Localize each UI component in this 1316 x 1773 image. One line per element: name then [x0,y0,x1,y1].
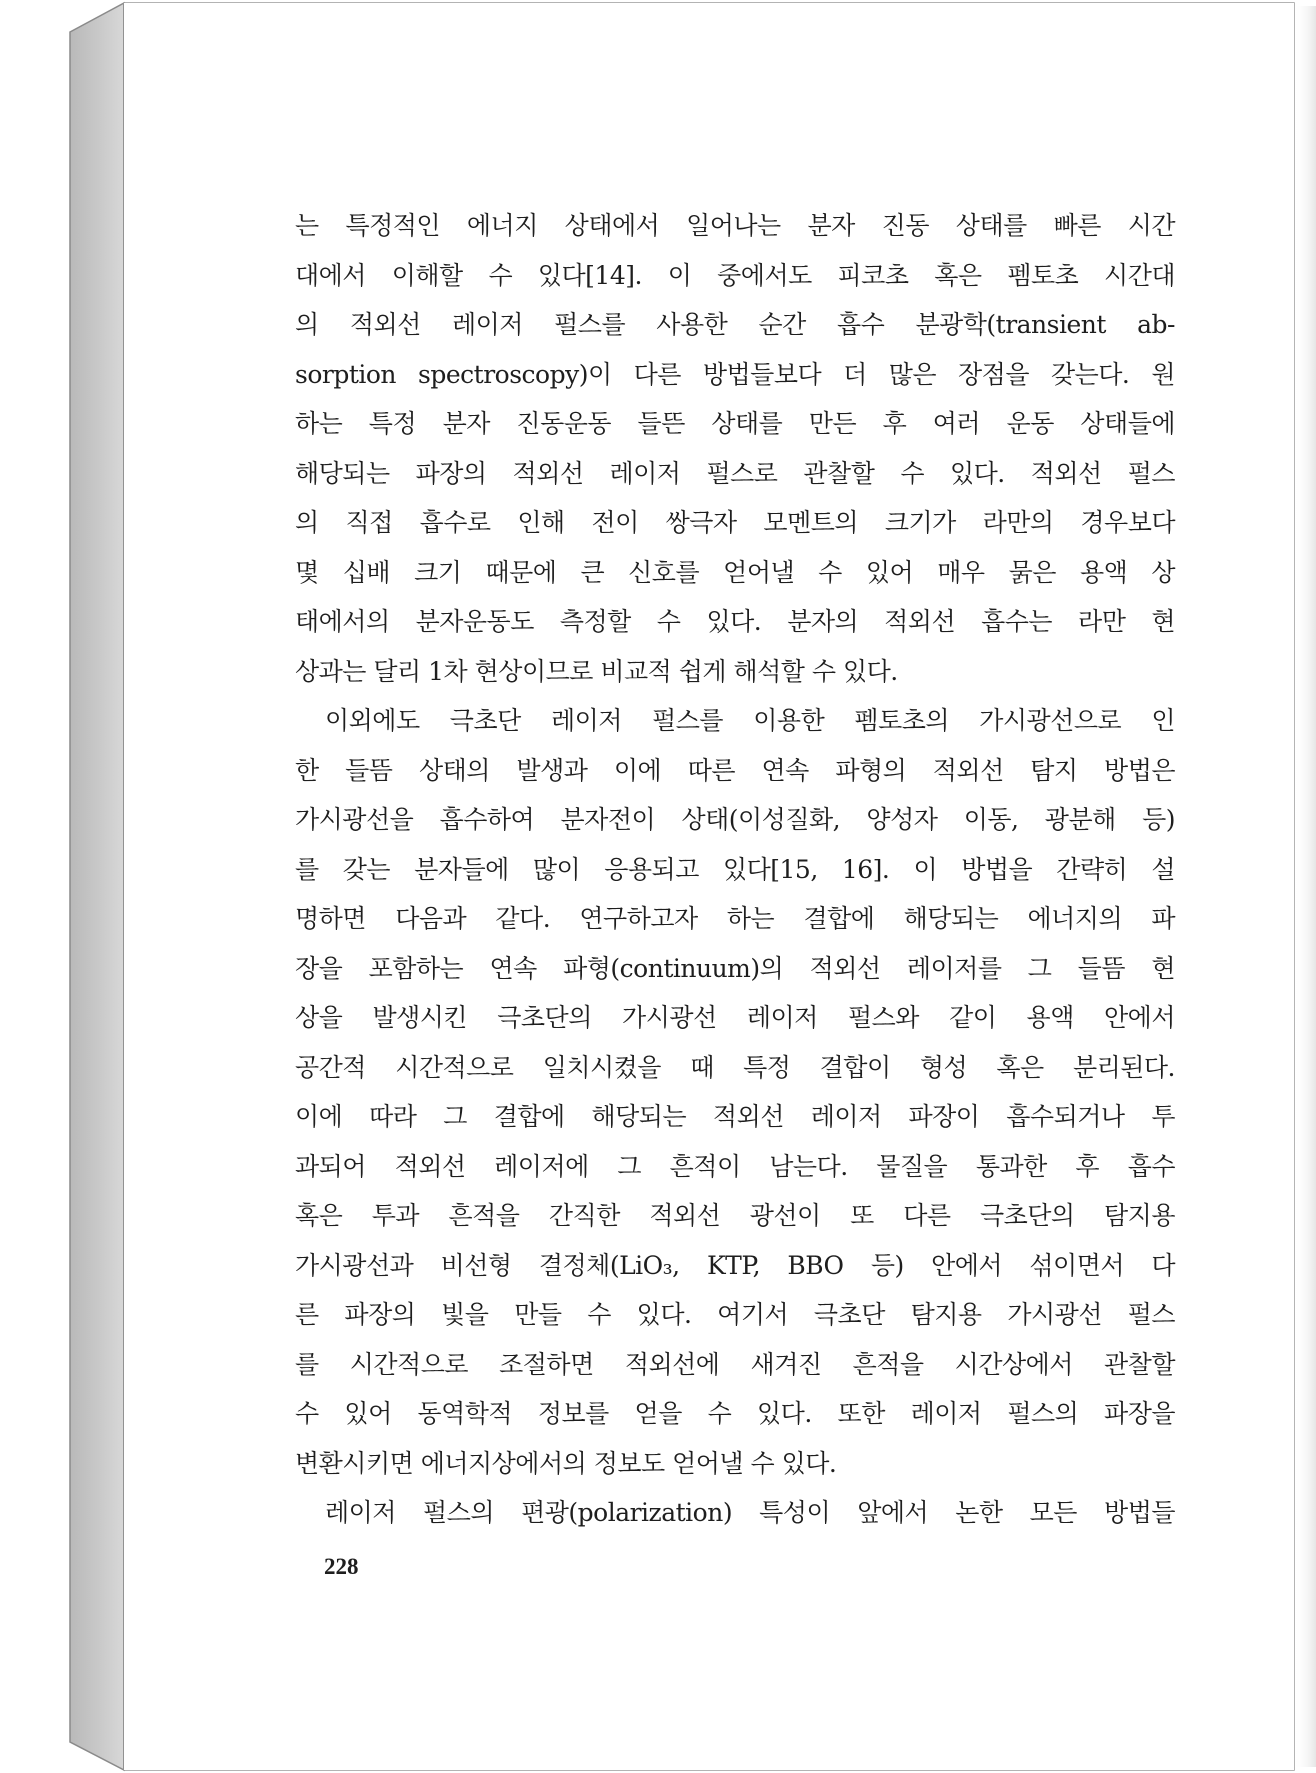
page-number: 228 [324,1554,359,1579]
text-line: sorption spectroscopy)이 다른 방법들보다 더 많은 장점을 갖는다. 원 [295,359,1175,389]
text-line: 태에서의 분자운동도 측정할 수 있다. 분자의 적외선 흡수는 라만 현 [295,607,1175,636]
text-line: 가시광선을 흡수하여 분자전이 상태(이성질화, 양성자 이동, 광분해 등) [295,805,1175,834]
text-line: 를 시간적으로 조절하면 적외선에 새겨진 흔적을 시간상에서 관찰할 [295,1349,1175,1379]
text-line: 하는 특정 분자 진동운동 들뜬 상태를 만든 후 여러 운동 상태들에 [295,409,1175,438]
text-line: 가시광선과 비선형 결정체(LiO₃, KTP, BBO 등) 안에서 섞이면서 다 [295,1250,1175,1280]
text-line: 를 갖는 분자들에 많이 응용되고 있다[15, 16]. 이 방법을 간략히 설 [295,854,1175,884]
text-line: 이에 따라 그 결합에 해당되는 적외선 레이저 파장이 흡수되거나 투 [295,1102,1175,1131]
text-line: 장을 포함하는 연속 파형(continuum)의 적외선 레이저를 그 들뜸 현 [295,953,1175,983]
text-line: 상과는 달리 1차 현상이므로 비교적 쉽게 해석할 수 있다. [295,656,898,686]
text-line: 의 직접 흡수로 인해 전이 쌍극자 모멘트의 크기가 라만의 경우보다 [295,508,1175,537]
paragraph-first-line: 레이저 펄스의 편광(polarization) 특성이 앞에서 논한 모든 방법들 [325,1498,1175,1527]
paragraph-first-line: 이외에도 극초단 레이저 펄스를 이용한 펨토초의 가시광선으로 인 [325,706,1175,735]
body-text [295,201,1175,1538]
text-line: 과되어 적외선 레이저에 그 흔적이 남는다. 물질을 통과한 후 흡수 [295,1151,1175,1181]
text-line: 수 있어 동역학적 정보를 얻을 수 있다. 또한 레이저 펄스의 파장을 [295,1399,1175,1428]
text-line: 몇 십배 크기 때문에 큰 신호를 얻어낼 수 있어 매우 묽은 용액 상 [295,557,1175,587]
text-line: 공간적 시간적으로 일치시켰을 때 특정 결합이 형성 혹은 분리된다. [295,1052,1175,1082]
text-line: 상을 발생시킨 극초단의 가시광선 레이저 펄스와 같이 용액 안에서 [295,1003,1175,1032]
text-line: 한 들뜸 상태의 발생과 이에 따른 연속 파형의 적외선 탐지 방법은 [295,755,1175,785]
text-line: 해당되는 파장의 적외선 레이저 펄스로 관찰할 수 있다. 적외선 펄스 [295,458,1175,488]
text-line: 변환시키면 에너지상에서의 정보도 얻어낼 수 있다. [295,1448,837,1478]
text-line: 른 파장의 빛을 만들 수 있다. 여기서 극초단 탐지용 가시광선 펄스 [295,1300,1175,1329]
text-line: 혹은 투과 흔적을 간직한 적외선 광선이 또 다른 극초단의 탐지용 [295,1201,1175,1230]
text-line: 명하면 다음과 같다. 연구하고자 하는 결합에 해당되는 에너지의 파 [295,904,1175,933]
text-line: 는 특정적인 에너지 상태에서 일어나는 분자 진동 상태를 빠른 시간 [295,211,1175,240]
text-line: 대에서 이해할 수 있다[14]. 이 중에서도 피코초 혹은 펨토초 시간대 [295,260,1175,290]
text-line: 의 적외선 레이저 펄스를 사용한 순간 흡수 분광학(transient ab- [295,310,1175,339]
